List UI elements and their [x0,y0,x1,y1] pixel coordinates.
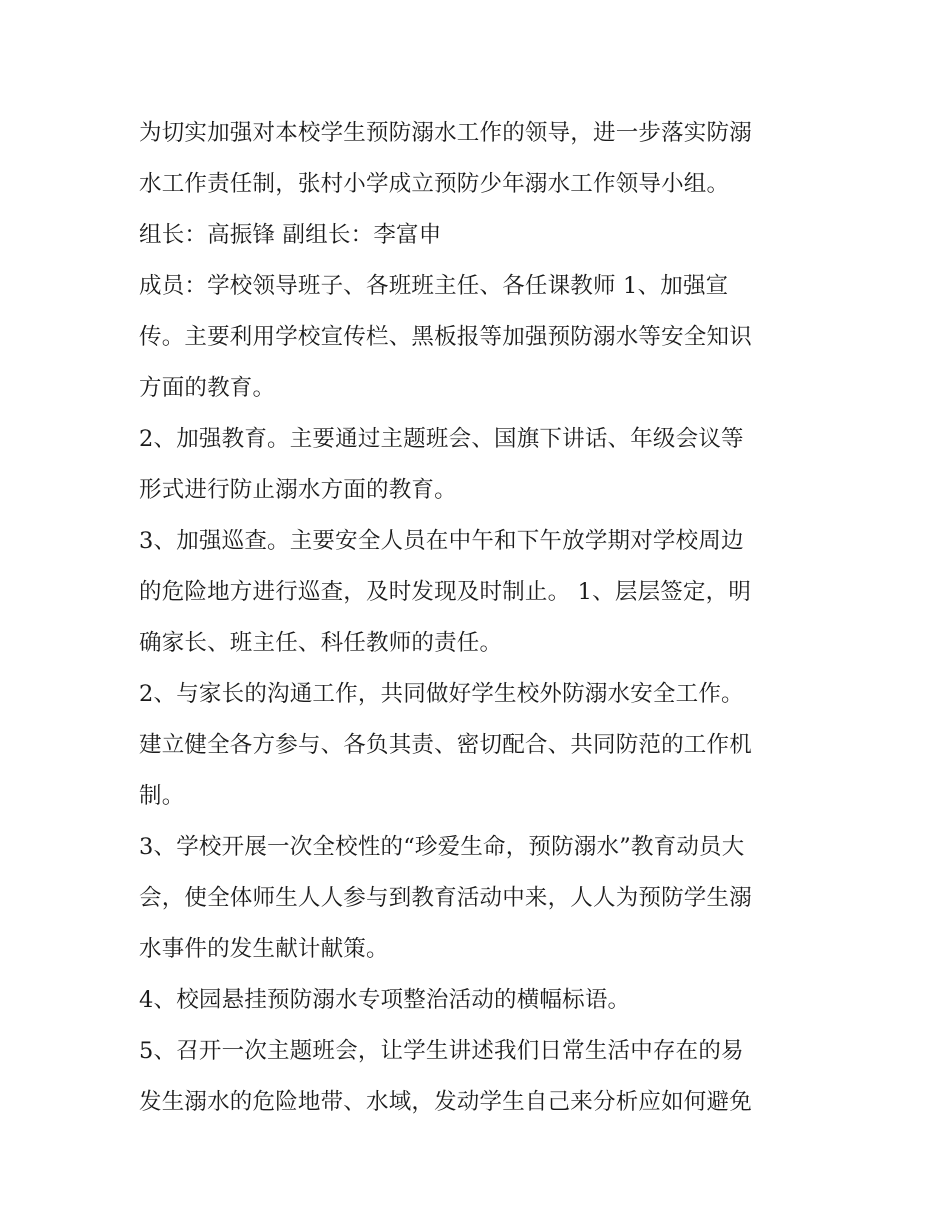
text-line: 组长：高振锋 副组长：李富申 [139,222,442,248]
text-line: 方面的教育。 [139,375,276,401]
text-line: 建立健全各方参与、各负其责、密切配合、共同防范的工作机 [139,732,752,758]
text-line: 3、学校开展一次全校性的“珍爱生命，预防溺水”教育动员大 [139,834,745,860]
text-line: 为切实加强对本校学生预防溺水工作的领导，进一步落实防溺 [139,120,752,146]
text-line: 制。 [139,783,185,809]
text-line: 4、校园悬挂预防溺水专项整治活动的横幅标语。 [139,987,631,1013]
text-line: 确家长、班主任、科任教师的责任。 [139,630,503,656]
document-body [139,108,819,1128]
text-line: 2、与家长的沟通工作，共同做好学生校外防溺水安全工作。 [139,681,744,707]
text-line: 发生溺水的危险地带、水域，发动学生自己来分析应如何避免 [139,1089,752,1115]
text-line: 的危险地方进行巡查，及时发现及时制止。 1、层层签定，明 [139,579,752,605]
text-line: 水工作责任制，张村小学成立预防少年溺水工作领导小组。 [139,171,730,197]
text-line: 会，使全体师生人人参与到教育活动中来，人人为预防学生溺 [139,885,752,911]
text-line: 成员：学校领导班子、各班班主任、各任课教师 1、加强宣 [139,273,729,299]
text-line: 2、加强教育。主要通过主题班会、国旗下讲话、年级会议等 [139,426,744,452]
text-line: 水事件的发生献计献策。 [139,936,389,962]
text-line: 3、加强巡查。主要安全人员在中午和下午放学期对学校周边 [139,528,744,554]
text-line: 形式进行防止溺水方面的教育。 [139,477,457,503]
text-line: 5、召开一次主题班会，让学生讲述我们日常生活中存在的易 [139,1038,744,1064]
text-line: 传。主要利用学校宣传栏、黑板报等加强预防溺水等安全知识 [139,324,752,350]
